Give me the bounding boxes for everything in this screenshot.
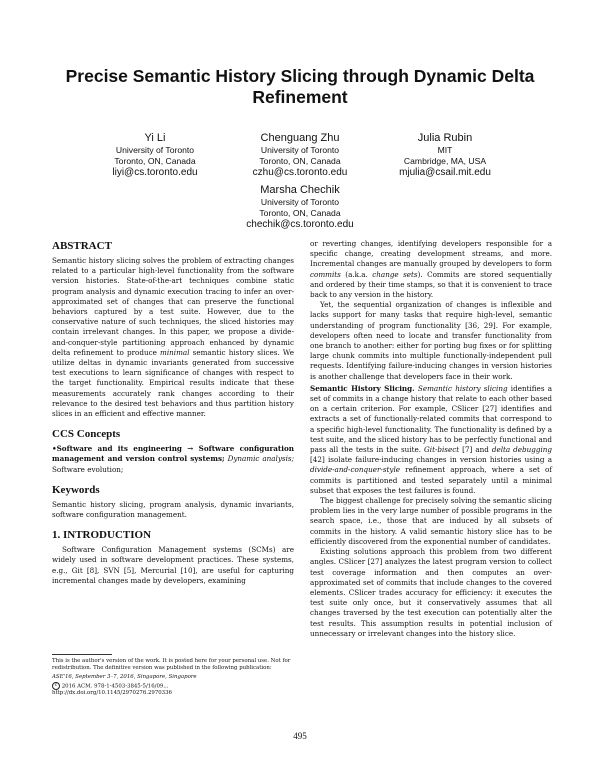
- copyright-icon: c: [52, 682, 60, 690]
- keywords-text: Semantic history slicing, program analysis, dynamic invariants, software configuration management.: [52, 499, 294, 520]
- intro-paragraph: or reverting changes, identifying developers responsible for a specific change, creating development streams, and more. Incremental changes are manually grouped by developers to form commits (a.k.a. change sets). Commits are stored sequentially and ordered by their time stamps, so that it is convenient to trace back to any version in the history.: [310, 239, 552, 300]
- footnote-venue: ASE'16, September 3–7, 2016, Singapore, Singapore: [52, 674, 197, 681]
- author-block: [370, 131, 520, 179]
- author-affiliation: University of Toronto: [115, 145, 195, 155]
- author-block: [225, 183, 375, 231]
- author-affiliation: MIT: [437, 145, 453, 155]
- author-name: Julia Rubin: [417, 132, 473, 144]
- footnote-rule: [52, 654, 112, 655]
- ccs-heading: CCS Concepts: [52, 428, 121, 441]
- author-name: Chenguang Zhu: [260, 132, 340, 144]
- author-email: liyi@cs.toronto.edu: [112, 167, 198, 178]
- copyright-footnote: [52, 654, 294, 698]
- author-affiliation: University of Toronto: [260, 197, 340, 207]
- author-affiliation: University of Toronto: [260, 145, 340, 155]
- author-location: Toronto, ON, Canada: [259, 156, 341, 166]
- author-name: Yi Li: [144, 132, 166, 144]
- abstract-text: Semantic history slicing solves the problem of extracting changes related to a particular high-level functionality from the software version histories. State-of-the-art techniques combine static program analysis and dynamic execution tracing to infer an over-approximated set of changes that can preserve the functional behaviors captured by a test suite. However, due to the conservative nature of such techniques, the sliced histories may contain irrelevant changes. In this paper, we propose a divide-and-conquer-style partitioning approach enhanced by dynamic delta refinement to produce minimal semantic history slices. We utilize deltas in dynamic invariants generated from successive test executions to learn significance of changes with respect to the target functionality. Empirical results indicate that these measurements accurately rank changes according to their relevance to the desired test behaviors and thus partition history slices in an efficient and effective manner.: [52, 256, 294, 419]
- intro-paragraph: The biggest challenge for precisely solving the semantic slicing problem lies in the very large number of possible programs in the search space, i.e., those that are induced by all subsets of commits in the history. A valid semantic history slice has to be efficiently discovered from the exponential number of candidates.: [310, 496, 552, 546]
- footnote-notice: This is the author's version of the work. It is posted here for your personal use. Not for redistribution. The definitive version was published in the following publication:: [52, 658, 291, 672]
- author-email: mjulia@csail.mit.edu: [399, 167, 491, 178]
- intro-paragraph: Yet, the sequential organization of changes is inflexible and lacks support for many tasks that require high-level, semantic understanding of program functionality [36, 29]. For example, developers often need to locate and transfer functionality from one branch to another: either for porting bug fixes or for splitting large chunk commits into multiple functionally-independent pull requests. Identifying failure-inducing changes in version histories is another challenge that developers face in their work.: [310, 300, 552, 381]
- ccs-text: •Software and its engineering → Software configuration management and version control systems; Dynamic analysis; Software evolution;: [52, 444, 294, 474]
- intro-paragraph: Software Configuration Management systems (SCMs) are widely used in software development practices. These systems, e.g., Git [8], SVN [5], Mercurial [10], are useful for capturing incremental changes made by developers, examining: [52, 545, 294, 585]
- keywords-heading: Keywords: [52, 483, 100, 496]
- intro-paragraph: Semantic History Slicing. Semantic history slicing identifies a set of commits in a change history that relate to each other based on a certain criterion. For example, CSlicer [27] identifies and extracts a set of functionally-related commits that correspond to a specific high-level functionality. The functionality is defined by a test suite, and the sliced history has to be perfectly functional and pass all the tests in the suite. Git-bisect [7] and delta debugging [42] isolate failure-inducing changes in version histories using a divide-and-conquer-style refinement approach, where a set of commits is partitioned and tested separately until a minimal subset that exposes the test failures is found.: [310, 383, 553, 495]
- page-number: 495: [293, 731, 307, 741]
- introduction-heading: 1. INTRODUCTION: [52, 529, 152, 542]
- author-location: Toronto, ON, Canada: [114, 156, 196, 166]
- left-column: [52, 239, 294, 586]
- author-location: Toronto, ON, Canada: [259, 208, 341, 218]
- author-email: czhu@cs.toronto.edu: [252, 167, 348, 178]
- author-email: chechik@cs.toronto.edu: [246, 219, 354, 230]
- footnote-isbn: 2016 ACM. 978-1-4503-3845-5/16/09...: [60, 683, 169, 690]
- intro-paragraph: Existing solutions approach this problem from two different angles. CSlicer [27] analyzes the latest program version to collect test coverage information and then computes an over-approximated set of commits that include changes to the covered elements. CSlicer trades accuracy for efficiency: it executes the test suite only once, but it conservatively assumes that all changes traversed by the test execution can potentially alter the test results. This assumption results in potential inclusion of unnecessary or irrelevant changes into the history slice.: [310, 547, 552, 638]
- doi-link[interactable]: http://dx.doi.org/10.1145/2970276.2970336: [52, 690, 172, 697]
- author-location: Cambridge, MA, USA: [403, 156, 487, 166]
- author-block: [225, 131, 375, 179]
- author-name: Marsha Chechik: [260, 184, 340, 196]
- abstract-heading: ABSTRACT: [52, 240, 112, 252]
- right-column: [310, 239, 552, 639]
- author-block: [80, 131, 230, 179]
- paper-title: Precise Semantic History Slicing through Dynamic Delta Refinement: [65, 66, 535, 107]
